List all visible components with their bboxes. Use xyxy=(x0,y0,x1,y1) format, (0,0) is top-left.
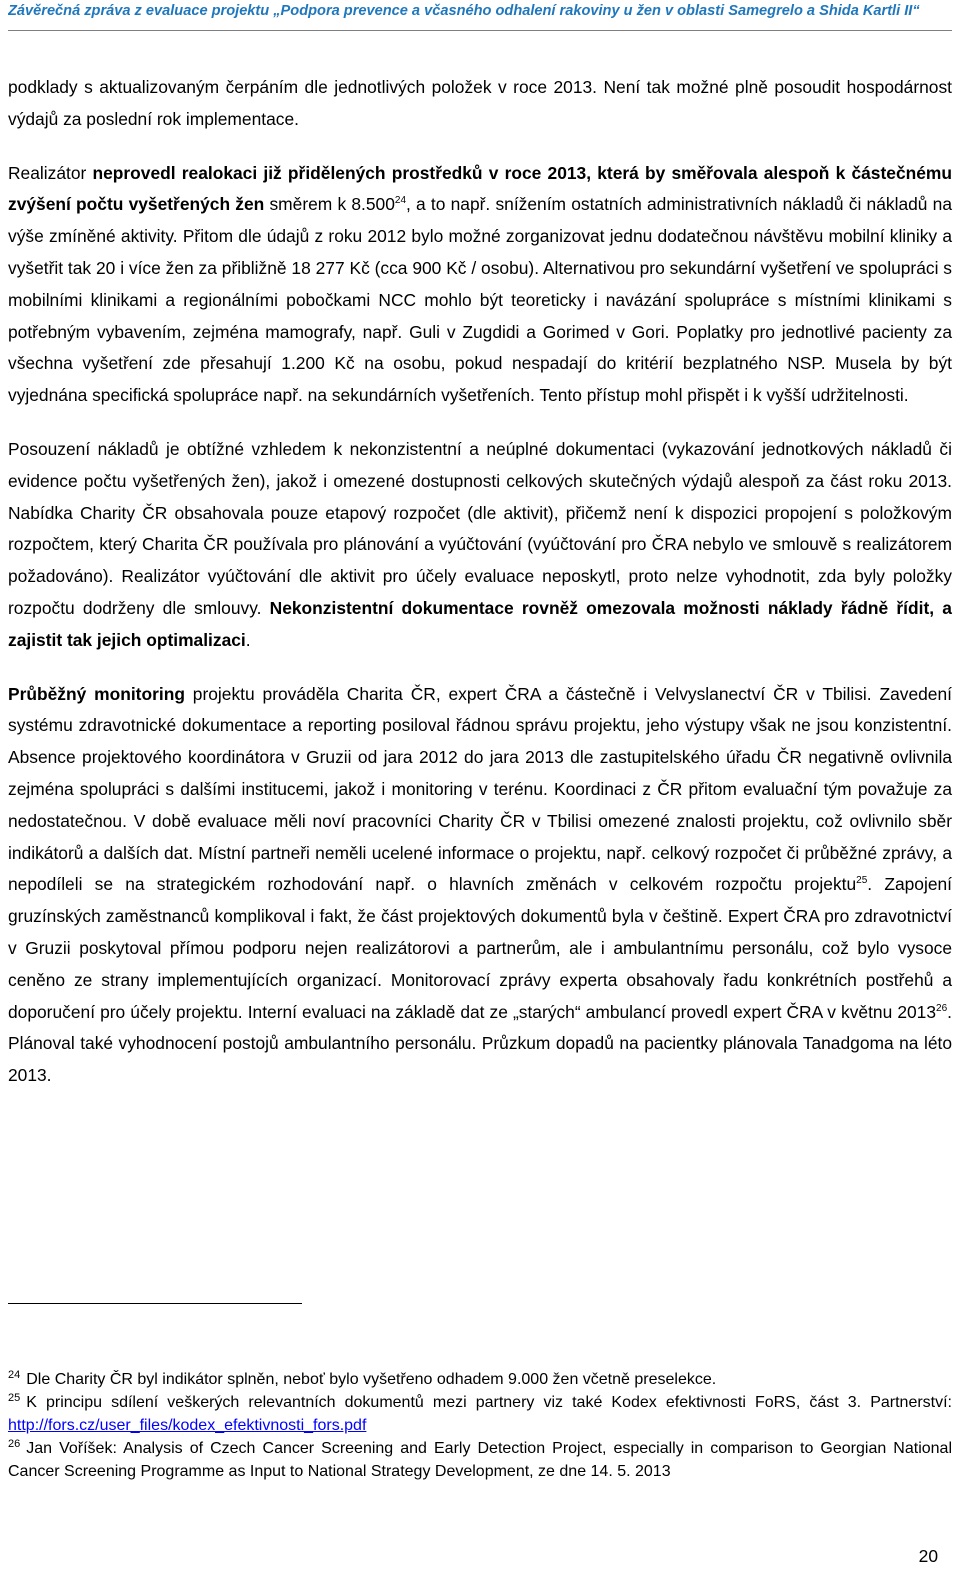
paragraph-reallocation xyxy=(8,158,952,412)
footnote-number: 24 xyxy=(8,1368,21,1381)
emphasis-monitoring: Průběžný monitoring xyxy=(8,683,185,704)
emphasis-documentation: Nekonzistentní dokumentace rovněž omezovala možnosti náklady řádně řídit, a zajistit tak jejich optimalizaci xyxy=(8,597,952,650)
footnote-text: K principu sdílení veškerých relevantních dokumentů mezi partnery viz také Kodex efektivnosti FoRS, část 3. Partnerství: xyxy=(26,1394,952,1411)
footnote-ref-26[interactable]: 26 xyxy=(936,1002,948,1014)
footnote-separator xyxy=(8,1303,302,1304)
footnote-number: 26 xyxy=(8,1437,21,1450)
footnote-text: Dle Charity ČR byl indikátor splněn, neboť bylo vyšetřeno odhadem 9.000 žen včetně preselekce. xyxy=(26,1371,717,1388)
text-run: . Plánoval také vyhodnocení postojů ambulantního personálu. Průzkum dopadů na pacientky plánovala Tanadgoma na léto 2013. xyxy=(8,1001,952,1086)
footnote-25 xyxy=(8,1391,952,1437)
text-run: Posouzení nákladů je obtížné vzhledem k nekonzistentní a neúplné dokumentaci (vykazování jednotkových nákladů či evidence počtu vyšetřených žen), jakož i omezené dostupnosti celkových skutečných výdajů alespoň za část roku 2013. Nabídka Charity ČR obsahovala pouze etapový rozpočet (dle aktivit), přičemž není k dispozici propojení s položkovým rozpočtem, který Charita ČR používala pro plánování a vyúčtování (vyúčtování pro ČRA nebylo ve smlouvě s realizátorem požadováno). Realizátor vyúčtování dle aktivit pro účely evaluace neposkytl, proto nelze vyhodnotit, zda byly položky rozpočtu dodrženy dle smlouvy. xyxy=(8,438,952,618)
text-run: projektu prováděla Charita ČR, expert ČRA a částečně i Velvyslanectví ČR v Tbilisi. Zavedení systému zdravotnické dokumentace a reporting posiloval řádnou správu projektu, jeho výstupy však ne jsou konzistentní. Absence projektového koordinátora v Gruzii od jara 2012 do jara 2013 dle zastupitelského úřadu ČR negativně ovlivnila zejména spolupráci s dalšími institucemi, jakož i monitoring v terénu. Koordinaci z ČR přitom evaluační tým považuje za nedostatečnou. V době evaluace měli noví pracovníci Charity ČR v Tbilisi omezené znalosti projektu, což ovlivnilo sběr indikátorů a dalších dat. Místní partneři neměli ucelené informace o projektu, např. celkový rozpočet či průběžné zprávy, a nepodíleli se na strategickém rozhodování např. o hlavních změnách v celkovém rozpočtu projektu xyxy=(8,683,952,895)
footnote-number: 25 xyxy=(8,1391,21,1404)
text-run: směrem k 8.500 xyxy=(264,194,395,215)
paragraph-budget-records: podklady s aktualizovaným čerpáním dle jednotlivých položek v roce 2013. Není tak možné plně posoudit hospodárnost výdajů za poslední rok implementace. xyxy=(8,77,952,129)
footnotes xyxy=(8,1368,952,1483)
footnote-ref-25[interactable]: 25 xyxy=(856,875,868,887)
footnote-24 xyxy=(8,1368,952,1391)
paragraph-monitoring xyxy=(8,679,952,1092)
fors-kodex-link[interactable]: http://fors.cz/user_files/kodex_efektivnosti_fors.pdf xyxy=(8,1417,367,1434)
footnote-ref-24[interactable]: 24 xyxy=(394,195,407,207)
footnote-26 xyxy=(8,1437,952,1483)
emphasis-reallocation: neprovedl realokaci již přidělených prostředků v roce 2013, která by směřovala alespoň k částečnému zvýšení počtu vyšetřených žen xyxy=(8,162,952,215)
text-run: . Zapojení gruzínských zaměstnanců komplikoval i fakt, že část projektových dokumentů byla v češtině. Expert ČRA pro zdravotnictví v Gruzii poskytoval přímou podporu nejen realizátorovi a partnerům, ale i ambulantnímu personálu, což bylo vysoce ceněno ze strany implementujících organizací. Monitorovací zprávy experta obsahovaly řadu konkrétních postřehů a doporučení pro účely projektu. Interní evaluaci na základě dat ze „starých“ ambulancí provedl expert ČRA v květnu 2013 xyxy=(8,874,953,1022)
text-run: Realizátor xyxy=(8,162,93,183)
header-divider xyxy=(8,30,952,31)
main-text xyxy=(8,72,952,1092)
footnote-text: Jan Voříšek: Analysis of Czech Cancer Screening and Early Detection Project, especially in comparison to Georgian National Cancer Screening Programme as Input to National Strategy Development, ze dne 14. 5. 2013 xyxy=(8,1440,952,1480)
paragraph-cost-assessment xyxy=(8,434,952,657)
text-run: . xyxy=(245,629,251,650)
page-number: 20 xyxy=(918,1546,938,1566)
text-run: , a to např. snížením ostatních administrativních nákladů či nákladů na výše zmíněné aktivity. Přitom dle údajů z roku 2012 bylo možné zorganizovat jednu dodatečnou návštěvu mobilní kliniky a vyšetřit tak 20 i více žen za přibližně 18 277 Kč (cca 900 Kč / osobu). Alternativou pro sekundární vyšetření ve spolupráci s mobilními klinikami a regionálními pobočkami NCC mohlo být teoreticky i navázání spolupráce s místními klinikami s potřebným vybavením, zejména mamografy, např. Guli v Zugdidi a Gorimed v Gori. Poplatky pro jednotlivé pacienty za všechna vyšetření zde přesahují 1.200 Kč na osobu, pokud nespadají do kritérií bezplatného NSP. Musela by být vyjednána specifická spolupráce např. na sekundárních vyšetřeních. Tento přístup mohl přispět i k vyšší udržitelnosti. xyxy=(8,194,952,406)
running-header: Závěrečná zpráva z evaluace projektu „Podpora prevence a včasného odhalení rakoviny u žen v oblasti Samegrelo a Shida Kartli II“ xyxy=(8,3,920,19)
